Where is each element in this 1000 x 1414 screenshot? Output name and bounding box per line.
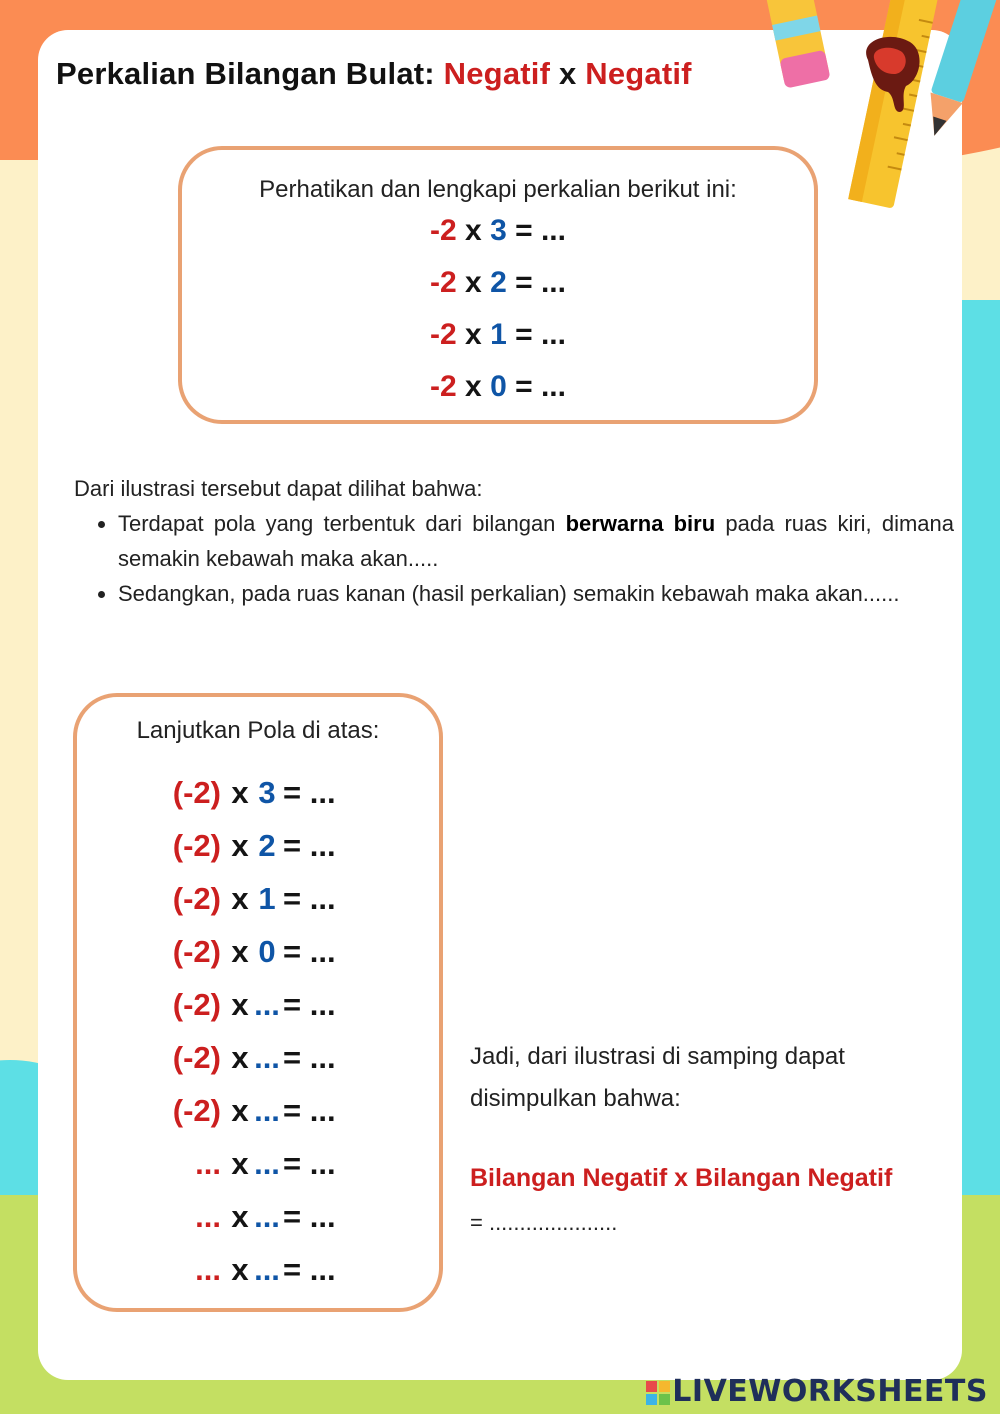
conclusion-answer-blank[interactable]: = ..................... xyxy=(470,1210,618,1235)
pattern-operator: x xyxy=(231,1146,249,1181)
bullet-1-text-end: pada ruas kiri, dimana semakin kebawah maka akan..... xyxy=(118,511,955,571)
pattern-row xyxy=(77,828,439,868)
pattern-box xyxy=(73,693,443,1312)
pattern-multiplier-blank[interactable]: ... xyxy=(254,1040,280,1075)
equation-row xyxy=(182,370,814,404)
equation-left: -2 xyxy=(430,370,457,403)
pattern-left: (-2) xyxy=(172,1040,221,1075)
pattern-result-blank[interactable]: = ... xyxy=(283,881,336,916)
pattern-left: (-2) xyxy=(172,775,221,810)
equation-operator: x xyxy=(465,214,482,247)
observation-bullet-2: • Sedangkan, pada ruas kanan (hasil perkalian) semakin kebawah maka akan...... xyxy=(118,576,954,611)
pattern-multiplier-blank[interactable]: ... xyxy=(254,1093,280,1128)
bullet-1-text-start: Terdapat pola yang terbentuk dari bilangan xyxy=(118,511,556,536)
pattern-row xyxy=(77,1252,439,1292)
pattern-multiplier: 2 xyxy=(258,828,276,863)
pattern-operator: x xyxy=(231,775,249,810)
equation-multiplier: 1 xyxy=(490,318,507,351)
pattern-multiplier: 0 xyxy=(258,934,276,969)
observation-intro: Dari ilustrasi tersebut dapat dilihat bahwa: xyxy=(74,476,483,501)
pattern-left: (-2) xyxy=(172,1093,221,1128)
observation-list xyxy=(92,506,954,611)
conclusion-rule: Bilangan Negatif x Bilangan Negatif xyxy=(470,1164,893,1192)
pattern-result-blank[interactable]: = ... xyxy=(283,1093,336,1128)
liveworksheets-logo[interactable] xyxy=(646,1374,988,1409)
conclusion-line-2: disimpulkan bahwa: xyxy=(470,1085,681,1112)
title-negatif-1: Negatif xyxy=(443,56,551,91)
pattern-operator: x xyxy=(231,1093,249,1128)
pattern-row xyxy=(77,1040,439,1080)
pattern-operator: x xyxy=(231,881,249,916)
pattern-result-blank[interactable]: = ... xyxy=(283,775,336,810)
pattern-row xyxy=(77,1093,439,1133)
equation-operator: x xyxy=(465,266,482,299)
liveworksheets-logo-icon xyxy=(646,1381,670,1405)
pattern-operator: x xyxy=(231,1040,249,1075)
logo-text: LIVEWORKSHEETS xyxy=(672,1374,988,1409)
equation-operator: x xyxy=(465,370,482,403)
pattern-result-blank[interactable]: = ... xyxy=(283,1252,336,1287)
pattern-operator: x xyxy=(231,1252,249,1287)
pattern-operator: x xyxy=(231,828,249,863)
pattern-result-blank[interactable]: = ... xyxy=(283,1199,336,1234)
observe-box-heading: Perhatikan dan lengkapi perkalian berikut ini: xyxy=(259,176,737,203)
pattern-result-blank[interactable]: = ... xyxy=(283,987,336,1022)
pattern-result-blank[interactable]: = ... xyxy=(283,828,336,863)
pattern-result-blank[interactable]: = ... xyxy=(283,1146,336,1181)
pattern-multiplier-blank[interactable]: ... xyxy=(254,987,280,1022)
equation-multiplier: 0 xyxy=(490,370,507,403)
pattern-left: (-2) xyxy=(172,987,221,1022)
equation-row xyxy=(182,318,814,352)
bullet-1-bold-text: berwarna biru xyxy=(565,511,716,536)
pattern-left: (-2) xyxy=(172,828,221,863)
conclusion-line-1: Jadi, dari ilustrasi di samping dapat xyxy=(470,1043,845,1070)
equation-multiplier: 2 xyxy=(490,266,507,299)
pattern-box-heading: Lanjutkan Pola di atas: xyxy=(136,717,380,744)
pattern-left-blank[interactable]: ... xyxy=(195,1252,221,1287)
pattern-row xyxy=(77,987,439,1027)
pattern-row xyxy=(77,1199,439,1239)
pattern-row xyxy=(77,775,439,815)
page-title xyxy=(56,56,692,92)
equation-multiplier: 3 xyxy=(490,214,507,247)
title-times: x xyxy=(558,56,577,91)
equation-result-blank[interactable]: = ... xyxy=(515,214,566,247)
pattern-multiplier: 1 xyxy=(258,881,276,916)
equation-row xyxy=(182,214,814,248)
pattern-left: (-2) xyxy=(172,881,221,916)
pattern-operator: x xyxy=(231,1199,249,1234)
pattern-row xyxy=(77,1146,439,1186)
pattern-left-blank[interactable]: ... xyxy=(195,1199,221,1234)
pattern-multiplier-blank[interactable]: ... xyxy=(254,1199,280,1234)
equation-result-blank[interactable]: = ... xyxy=(515,370,566,403)
equation-left: -2 xyxy=(430,318,457,351)
title-negatif-2: Negatif xyxy=(585,56,692,91)
equation-result-blank[interactable]: = ... xyxy=(515,266,566,299)
equation-row xyxy=(182,266,814,300)
pattern-multiplier: 3 xyxy=(258,775,276,810)
equation-left: -2 xyxy=(430,266,457,299)
observation-bullet-1 xyxy=(118,506,954,576)
equation-result-blank[interactable]: = ... xyxy=(515,318,566,351)
pattern-row xyxy=(77,881,439,921)
pattern-left: (-2) xyxy=(172,934,221,969)
observe-box xyxy=(178,146,818,424)
equation-operator: x xyxy=(465,318,482,351)
pattern-operator: x xyxy=(231,987,249,1022)
title-prefix: Perkalian Bilangan Bulat: xyxy=(56,56,435,91)
equation-left: -2 xyxy=(430,214,457,247)
pattern-multiplier-blank[interactable]: ... xyxy=(254,1252,280,1287)
pattern-multiplier-blank[interactable]: ... xyxy=(254,1146,280,1181)
pattern-row xyxy=(77,934,439,974)
pattern-operator: x xyxy=(231,934,249,969)
pattern-result-blank[interactable]: = ... xyxy=(283,934,336,969)
pattern-result-blank[interactable]: = ... xyxy=(283,1040,336,1075)
pattern-left-blank[interactable]: ... xyxy=(195,1146,221,1181)
conclusion-text xyxy=(470,1036,845,1120)
